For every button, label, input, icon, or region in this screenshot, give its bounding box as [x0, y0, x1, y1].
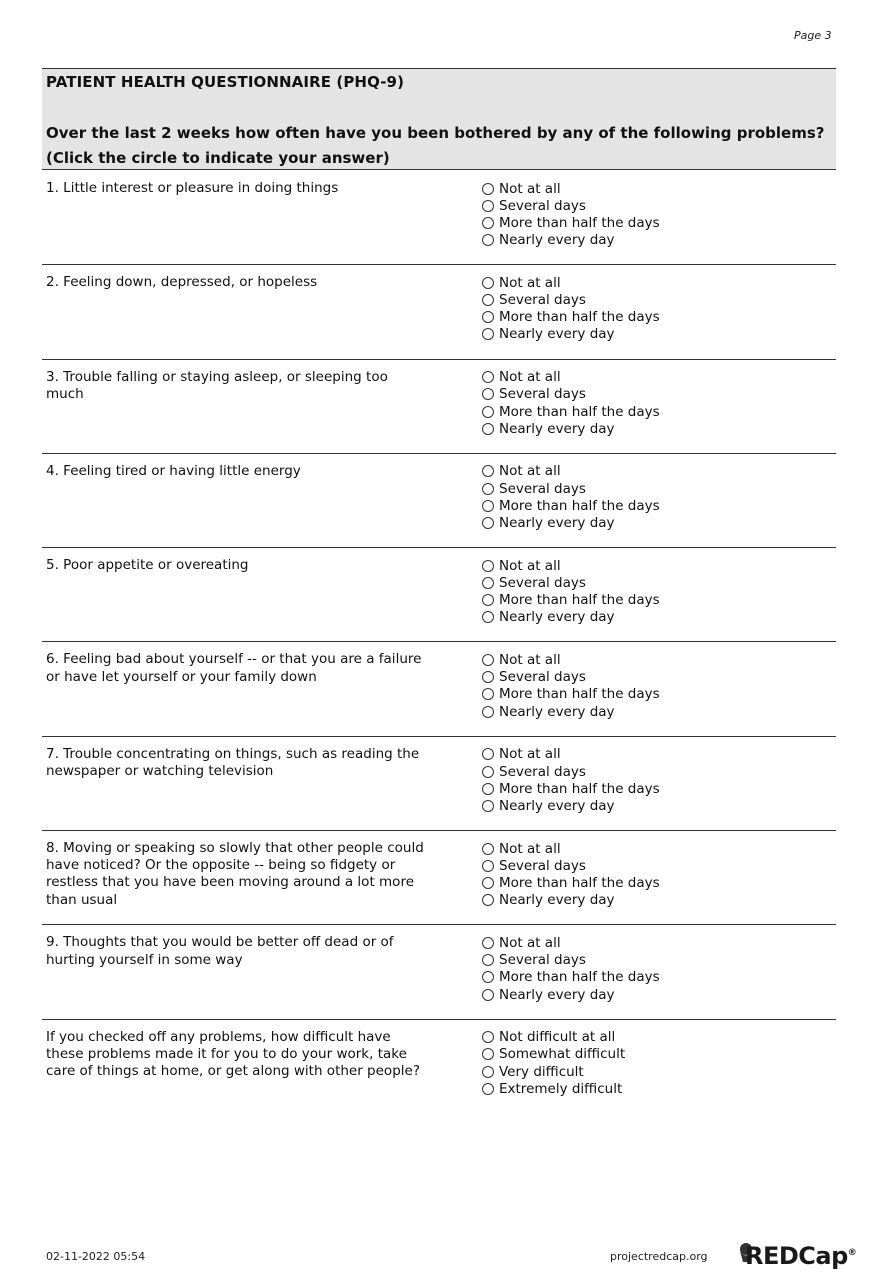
radio-circle-icon[interactable] [482, 594, 494, 606]
answer-options [482, 463, 660, 532]
question-row [42, 925, 836, 1019]
radio-circle-icon[interactable] [482, 937, 494, 949]
instruction-line-1: Over the last 2 weeks how often have you been bothered by any of the following problems? [46, 124, 825, 142]
answer-option-label: Several days [499, 292, 586, 309]
answer-option-label: Nearly every day [499, 892, 615, 909]
question-row [42, 642, 836, 736]
radio-circle-icon[interactable] [482, 1031, 494, 1043]
question-row [42, 1020, 836, 1114]
answer-option[interactable] [482, 797, 660, 814]
radio-circle-icon[interactable] [482, 671, 494, 683]
answer-option[interactable] [482, 746, 660, 763]
radio-circle-icon[interactable] [482, 783, 494, 795]
answer-option-label: More than half the days [499, 686, 660, 703]
answer-option-label: Nearly every day [499, 232, 615, 249]
answer-option[interactable] [482, 857, 660, 874]
questionnaire-header [42, 68, 836, 170]
answer-option-label: Very difficult [499, 1063, 584, 1080]
answer-option[interactable] [482, 609, 660, 626]
radio-circle-icon[interactable] [482, 894, 494, 906]
radio-circle-icon[interactable] [482, 843, 494, 855]
answer-option-label: Not at all [499, 180, 561, 197]
answer-option-label: Nearly every day [499, 986, 615, 1003]
answer-option[interactable] [482, 763, 660, 780]
question-row [42, 831, 836, 925]
instruction-line-2: (Click the circle to indicate your answer) [46, 149, 390, 167]
answer-option-label: Several days [499, 574, 586, 591]
answer-option[interactable] [482, 686, 660, 703]
answer-option-label: More than half the days [499, 780, 660, 797]
radio-circle-icon[interactable] [482, 217, 494, 229]
answer-option[interactable] [482, 180, 660, 197]
radio-circle-icon[interactable] [482, 971, 494, 983]
question-text: 5. Poor appetite or overeating [46, 557, 249, 574]
answer-option-label: Extremely difficult [499, 1080, 623, 1097]
answer-option[interactable] [482, 557, 660, 574]
answer-option-label: More than half the days [499, 214, 660, 231]
answer-option-label: Not at all [499, 746, 561, 763]
answer-option-label: Nearly every day [499, 797, 615, 814]
radio-circle-icon[interactable] [482, 277, 494, 289]
answer-option[interactable] [482, 403, 660, 420]
radio-circle-icon[interactable] [482, 294, 494, 306]
answer-option-label: Not difficult at all [499, 1029, 616, 1046]
answer-option-label: Somewhat difficult [499, 1046, 626, 1063]
answer-option[interactable] [482, 780, 660, 797]
answer-option[interactable] [482, 952, 660, 969]
answer-options [482, 651, 660, 720]
question-text: 1. Little interest or pleasure in doing things [46, 180, 339, 196]
answer-option[interactable] [482, 463, 660, 480]
answer-option-label: Several days [499, 480, 586, 497]
radio-circle-icon[interactable] [482, 311, 494, 323]
page-number: Page 3 [794, 29, 832, 42]
radio-circle-icon[interactable] [482, 388, 494, 400]
answer-option-label: Not at all [499, 934, 561, 951]
answer-option[interactable] [482, 214, 660, 231]
question-text: 8. Moving or speaking so slowly that other people could have noticed? Or the opposite -- being so fidgety or restless that you have been moving around a lot more than usual [46, 840, 424, 908]
answer-option[interactable] [482, 386, 660, 403]
radio-circle-icon[interactable] [482, 989, 494, 1001]
answer-option[interactable] [482, 1046, 625, 1063]
answer-option[interactable] [482, 232, 660, 249]
answer-option-label: More than half the days [499, 309, 660, 326]
answer-options [482, 746, 660, 815]
radio-circle-icon[interactable] [482, 706, 494, 718]
logo-text: REDCap® [745, 1242, 857, 1270]
answer-option-label: Nearly every day [499, 326, 615, 343]
answer-option[interactable] [482, 1063, 625, 1080]
footer-site: projectredcap.org [610, 1250, 708, 1263]
question-text: 6. Feeling bad about yourself -- or that you are a failure or have let yourself or your family down [46, 651, 422, 685]
question-text: 4. Feeling tired or having little energy [46, 462, 301, 479]
question-text: If you checked off any problems, how difficult have these problems made it for you to do your work, take care of things at home, or get along with other people? [46, 1028, 420, 1080]
answer-option[interactable] [482, 480, 660, 497]
answer-option-label: Several days [499, 197, 586, 214]
answer-option[interactable] [482, 197, 660, 214]
answer-option[interactable] [482, 1029, 625, 1046]
radio-circle-icon[interactable] [482, 654, 494, 666]
answer-option-label: More than half the days [499, 875, 660, 892]
answer-option[interactable] [482, 892, 660, 909]
answer-option[interactable] [482, 703, 660, 720]
question-row [42, 360, 836, 454]
answer-options [482, 274, 660, 343]
answer-option-label: Not at all [499, 463, 561, 480]
question-row [42, 171, 836, 265]
question-text: 9. Thoughts that you would be better off dead or of hurting yourself in some way [46, 934, 394, 968]
answer-option-label: Nearly every day [499, 420, 615, 437]
radio-circle-icon[interactable] [482, 766, 494, 778]
answer-option[interactable] [482, 274, 660, 291]
radio-circle-icon[interactable] [482, 423, 494, 435]
radio-circle-icon[interactable] [482, 560, 494, 572]
answer-option-label: Several days [499, 669, 586, 686]
answer-option[interactable] [482, 497, 660, 514]
answer-option[interactable] [482, 309, 660, 326]
answer-options [482, 557, 660, 626]
footer-date: 02-11-2022 05:54 [46, 1250, 146, 1263]
radio-circle-icon[interactable] [482, 371, 494, 383]
question-text: 2. Feeling down, depressed, or hopeless [46, 274, 318, 291]
radio-circle-icon[interactable] [482, 860, 494, 872]
questions-list [42, 171, 836, 1114]
radio-circle-icon[interactable] [482, 748, 494, 760]
radio-circle-icon[interactable] [482, 406, 494, 418]
answer-option-label: More than half the days [499, 969, 660, 986]
radio-circle-icon[interactable] [482, 954, 494, 966]
answer-options [482, 934, 660, 1003]
radio-circle-icon[interactable] [482, 234, 494, 246]
radio-circle-icon[interactable] [482, 517, 494, 529]
question-row [42, 454, 836, 548]
answer-option-label: Several days [499, 952, 586, 969]
radio-circle-icon[interactable] [482, 688, 494, 700]
question-row [42, 548, 836, 642]
radio-circle-icon[interactable] [482, 800, 494, 812]
questionnaire-title: PATIENT HEALTH QUESTIONNAIRE (PHQ-9) [46, 73, 405, 91]
answer-option[interactable] [482, 369, 660, 386]
answer-option-label: More than half the days [499, 592, 660, 609]
radio-circle-icon[interactable] [482, 877, 494, 889]
answer-option[interactable] [482, 592, 660, 609]
answer-options [482, 180, 660, 249]
answer-options [482, 369, 660, 438]
answer-option-label: Nearly every day [499, 515, 615, 532]
radio-circle-icon[interactable] [482, 465, 494, 477]
answer-option-label: Not at all [499, 840, 561, 857]
answer-option[interactable] [482, 986, 660, 1003]
answer-option[interactable] [482, 420, 660, 437]
radio-circle-icon[interactable] [482, 1048, 494, 1060]
answer-option[interactable] [482, 651, 660, 668]
answer-options [482, 1029, 625, 1098]
answer-option-label: Not at all [499, 274, 561, 291]
radio-circle-icon[interactable] [482, 577, 494, 589]
answer-option[interactable] [482, 291, 660, 308]
answer-option-label: More than half the days [499, 403, 660, 420]
question-row [42, 737, 836, 831]
answer-option-label: Several days [499, 763, 586, 780]
radio-circle-icon[interactable] [482, 483, 494, 495]
answer-option[interactable] [482, 874, 660, 891]
answer-option-label: Several days [499, 386, 586, 403]
answer-option[interactable] [482, 840, 660, 857]
radio-circle-icon[interactable] [482, 500, 494, 512]
radio-circle-icon[interactable] [482, 1066, 494, 1078]
answer-option-label: More than half the days [499, 497, 660, 514]
radio-circle-icon[interactable] [482, 1083, 494, 1095]
answer-option[interactable] [482, 934, 660, 951]
question-text: 3. Trouble falling or staying asleep, or sleeping too much [46, 368, 388, 402]
answer-option[interactable] [482, 969, 660, 986]
radio-circle-icon[interactable] [482, 328, 494, 340]
question-text: 7. Trouble concentrating on things, such as reading the newspaper or watching television [46, 745, 420, 779]
answer-option[interactable] [482, 326, 660, 343]
answer-options [482, 840, 660, 909]
redcap-logo [737, 1240, 857, 1270]
answer-option-label: Not at all [499, 369, 561, 386]
radio-circle-icon[interactable] [482, 200, 494, 212]
question-row [42, 265, 836, 359]
answer-option[interactable] [482, 514, 660, 531]
answer-option[interactable] [482, 1080, 625, 1097]
answer-option-label: Several days [499, 857, 586, 874]
answer-option-label: Not at all [499, 652, 561, 669]
answer-option-label: Not at all [499, 557, 561, 574]
answer-option-label: Nearly every day [499, 703, 615, 720]
radio-circle-icon[interactable] [482, 183, 494, 195]
answer-option[interactable] [482, 669, 660, 686]
answer-option-label: Nearly every day [499, 609, 615, 626]
answer-option[interactable] [482, 574, 660, 591]
radio-circle-icon[interactable] [482, 611, 494, 623]
